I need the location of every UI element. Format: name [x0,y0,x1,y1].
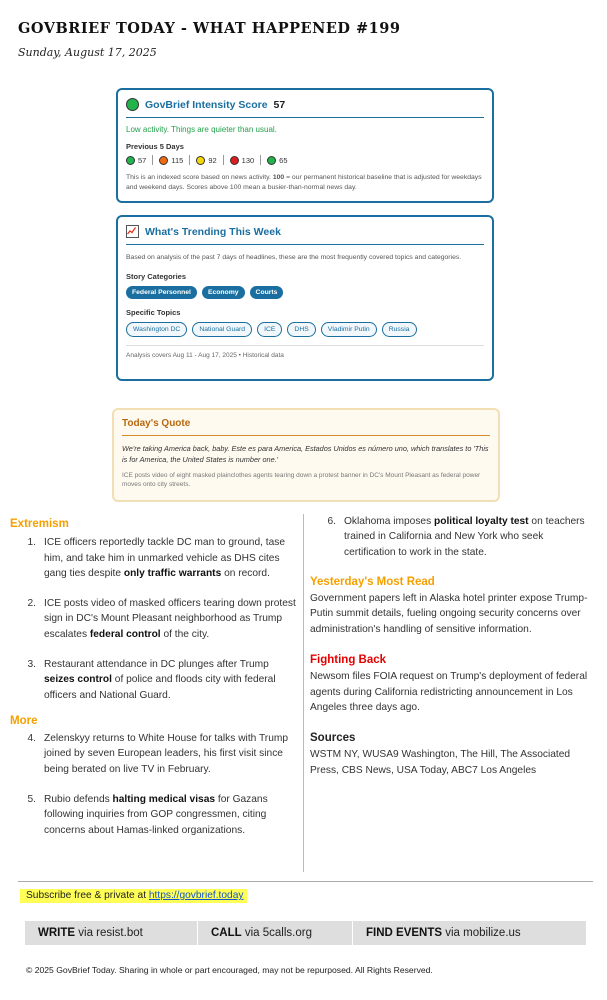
previous-day [159,156,183,165]
subscribe-link[interactable]: https://govbrief.today [148,890,244,901]
action-label: FIND EVENTS [366,927,443,939]
intensity-header [126,98,484,118]
intensity-note [126,173,484,193]
sources-heading: Sources [310,732,356,745]
item-text-part: Oklahoma imposes [344,516,435,527]
item-highlight: halting medical visas [112,794,216,806]
divider [223,155,224,165]
score-dot-icon [267,156,276,165]
item-number: 2. [27,598,36,610]
intensity-score: 57 [273,98,286,111]
quote-title: Today's Quote [122,418,490,436]
note-text: This is an indexed score based on news activity. [126,174,273,181]
item-text [44,657,298,703]
intensity-status: Low activity. Things are quieter than usual. [126,125,277,134]
score-dot-icon [196,156,205,165]
footer-divider [18,881,593,882]
category-chips [126,286,484,299]
item-text-part: of the city. [160,628,210,640]
category-chip[interactable]: Courts [250,286,284,299]
previous-day-score: 65 [279,155,288,165]
call-action[interactable] [198,927,352,939]
issue-date: Sunday, August 17, 2025 [18,46,157,59]
news-item [310,514,595,560]
intensity-label: GovBrief Intensity Score [145,98,268,111]
action-link: via mobilize.us [442,927,521,939]
topic-chips [126,322,484,337]
divider [260,155,261,165]
score-dot-icon [159,156,168,165]
previous-day-score: 130 [241,155,255,165]
fighting-back-heading: Fighting Back [310,654,387,667]
item-text-part: on teachers trained in California and New York who seek certification to work in the state. [344,516,585,558]
note-baseline: 100 [272,174,285,181]
intensity-card [116,88,494,203]
previous-day [196,156,216,165]
news-item [10,792,298,838]
previous-day [267,156,287,165]
action-label: WRITE [38,927,76,939]
topic-chip[interactable]: National Guard [192,322,252,337]
previous-days-row [126,155,484,165]
item-number: 3. [27,659,36,671]
write-action[interactable] [25,927,197,939]
divider [152,155,153,165]
score-dot-icon [230,156,239,165]
chart-trend-icon [126,225,139,238]
more-heading: More [10,714,38,727]
most-read-text: Government papers left in Alaska hotel printer expose Trump-Putin summit details, fueling ongoing security concerns over administration's handling of sensitive information. [310,593,588,635]
copyright: © 2025 GovBrief Today. Sharing in whole or part encouraged, may not be repurposed. All Rights Reserved. [26,965,433,975]
green-circle-icon [126,98,139,111]
news-item [10,535,298,581]
item-highlight: seizes control [44,674,112,686]
analysis-range: Analysis covers Aug 11 - Aug 17, 2025 • Historical data [126,345,484,359]
fighting-back-text: Newsom files FOIA request on Trump's deployment of federal agents during California redistricting announcement in Los Angeles three days ago. [310,671,588,713]
previous-day [230,156,255,165]
item-text-part: ICE posts video of masked officers tearing down protest sign in DC's Mount Pleasant neighborhood as Trump escalates [44,598,296,640]
subscribe-text: Subscribe free & private at [26,890,149,901]
previous-day-score: 57 [138,155,147,165]
topic-chip[interactable]: DHS [287,322,315,337]
item-number: 1. [27,537,36,549]
item-number: 5. [27,794,36,806]
topics-label: Specific Topics [126,307,181,317]
item-text-part: for Gazans following inquiries from GOP congressmen, citing concerns about Hamas-linked organizations. [44,794,268,836]
item-highlight: political loyalty test [434,516,529,527]
sources-text: WSTM NY, WUSA9 Washington, The Hill, The Associated Press, CBS News, USA Today, ABC7 Los Angeles [310,749,571,776]
item-text-part: ICE officers reportedly tackle DC man to ground, tase him, and take him in unmarked vehicle as DHS cites gang ties despite [44,537,286,579]
note-text: = our permanent historical baseline that is adjusted for weekdays and weekend days. Scores above 100 mean a busier-than-normal news day. [126,174,482,191]
news-item [10,731,298,777]
find-events-action[interactable] [353,927,521,939]
news-item [10,657,298,703]
action-bar [25,921,586,945]
most-read-heading: Yesterday's Most Read [310,575,435,588]
item-text-part: on record. [221,567,270,579]
item-text [44,535,298,581]
item-number: 6. [327,516,336,527]
item-number: 4. [27,733,36,745]
item-text-part: Rubio defends [44,794,113,806]
item-text-part: Restaurant attendance in DC plunges after Trump [44,659,269,671]
item-highlight: federal control [89,628,161,640]
category-chip[interactable]: Economy [202,286,245,299]
categories-label: Story Categories [126,271,187,281]
extremism-heading: Extremism [10,518,69,530]
column-divider [303,514,304,872]
item-text [44,792,298,838]
previous-days-label: Previous 5 Days [126,142,184,151]
item-highlight: only traffic warrants [123,567,222,579]
previous-day-score: 115 [171,155,184,165]
item-text-part: Zelenskyy returns to White House for talks with Trump joined by seven European leaders, his first visit since being berated on live TV in February. [44,733,289,775]
previous-day-score: 92 [208,155,217,165]
divider [189,155,190,165]
category-chip[interactable]: Federal Personnel [126,286,197,299]
topic-chip[interactable]: Russia [382,322,417,337]
item-text [344,514,595,560]
trending-card [116,215,494,381]
trending-title: What's Trending This Week [145,225,281,238]
quote-context: ICE posts video of eight masked plainclothes agents tearing down a protest banner in DC's Mount Pleasant as federal power moves onto city streets. [122,471,481,488]
item-text [44,596,298,642]
topic-chip[interactable]: Washington DC [126,322,187,337]
quote-card [112,408,500,502]
previous-day [126,156,146,165]
action-link: via resist.bot [75,927,143,939]
item-text-part: of police and floods city with federal officers and National Guard. [44,674,276,701]
score-dot-icon [126,156,135,165]
topic-chip[interactable]: Vladimir Putin [321,322,377,337]
trending-header [126,225,484,245]
left-column [10,516,298,838]
item-text [44,731,298,777]
topic-chip[interactable]: ICE [257,322,282,337]
page-title: GOVBRIEF TODAY - WHAT HAPPENED #199 [18,20,401,37]
action-link: via 5calls.org [241,927,312,939]
subscribe-banner [20,889,247,903]
right-column [310,514,595,778]
quote-text: We're taking America back, baby. Este es para America, Estados Unidos es número uno, which translates to 'This is for America, the United States is number one.' [122,444,489,465]
news-item [10,596,298,642]
action-label: CALL [211,927,242,939]
trending-intro: Based on analysis of the past 7 days of headlines, these are the most frequently covered topics and categories. [126,254,462,261]
